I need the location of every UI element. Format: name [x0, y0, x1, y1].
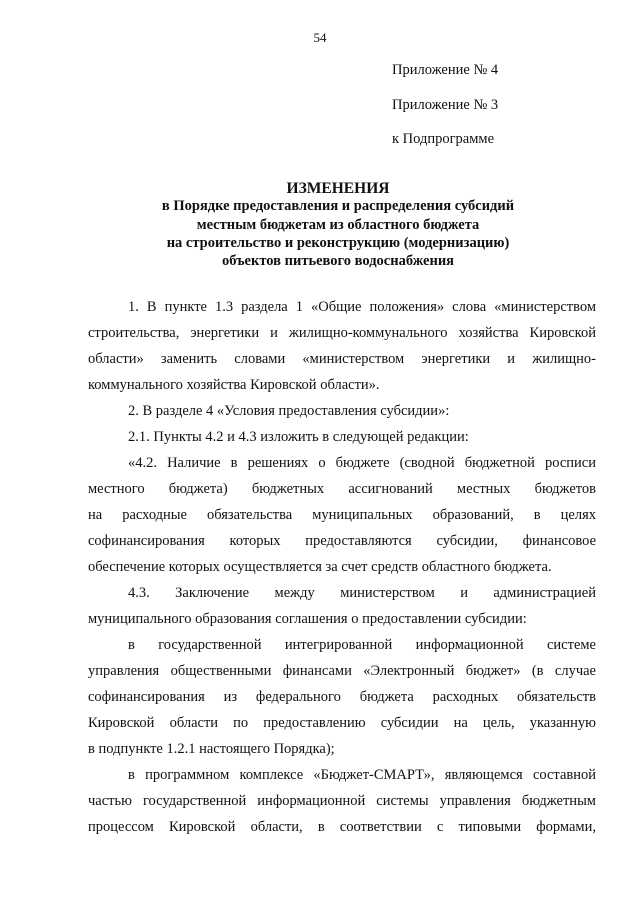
subprogram-label: к Подпрограмме	[392, 131, 495, 147]
title-line: объектов питьевого водоснабжения	[221, 253, 455, 269]
title-line: на строительство и реконструкцию (модернизацию)	[166, 235, 510, 251]
appendix-3-label: Приложение № 3	[392, 97, 499, 113]
title-line: местным бюджетам из областного бюджета	[196, 217, 480, 233]
body-line: 2.1. Пункты 4.2 и 4.3 изложить в следующей редакции:	[128, 429, 469, 445]
body-line: в государственной интегрированной информационной системе	[128, 637, 596, 653]
body-line: «4.2. Наличие в решениях о бюджете (сводной бюджетной росписи	[128, 455, 596, 471]
page-number: 54	[313, 30, 327, 45]
body-line: софинансирования из федерального бюджета расходных обязательств	[88, 689, 596, 705]
body-line: в подпункте 1.2.1 настоящего Порядка);	[88, 741, 335, 757]
body-line: муниципального образования соглашения о предоставлении субсидии:	[88, 611, 527, 627]
body-line: области» заменить словами «министерством энергетики и жилищно-	[88, 351, 596, 367]
body-line: частью государственной информационной системы управления бюджетным	[88, 793, 596, 809]
document-heading: ИЗМЕНЕНИЯ	[286, 180, 390, 197]
body-line: Кировской области по предоставлению субсидии на цель, указанную	[88, 715, 596, 731]
body-line: процессом Кировской области, в соответствии с типовыми формами,	[88, 819, 596, 835]
appendix-4-label: Приложение № 4	[392, 62, 499, 78]
body-line: 1. В пункте 1.3 раздела 1 «Общие положения» слова «министерством	[128, 299, 596, 315]
body-line: в программном комплексе «Бюджет-СМАРТ», являющемся составной	[128, 767, 596, 783]
body-line: софинансирования которых предоставляются субсидии, финансовое	[88, 533, 596, 549]
body-line: 4.3. Заключение между министерством и администрацией	[128, 585, 596, 601]
title-line: в Порядке предоставления и распределения субсидий	[161, 198, 515, 214]
body-line: на расходные обязательства муниципальных образований, в целях	[88, 507, 596, 523]
body-line: местного бюджета) бюджетных ассигнований местных бюджетов	[88, 481, 596, 497]
body-line: обеспечение которых осуществляется за счет средств областного бюджета.	[88, 559, 552, 575]
body-line: управления общественными финансами «Электронный бюджет» (в случае	[88, 663, 596, 679]
body-line: строительства, энергетики и жилищно-коммунального хозяйства Кировской	[88, 325, 596, 341]
body-line: коммунального хозяйства Кировской области».	[88, 377, 380, 393]
body-line: 2. В разделе 4 «Условия предоставления субсидии»:	[128, 403, 450, 419]
